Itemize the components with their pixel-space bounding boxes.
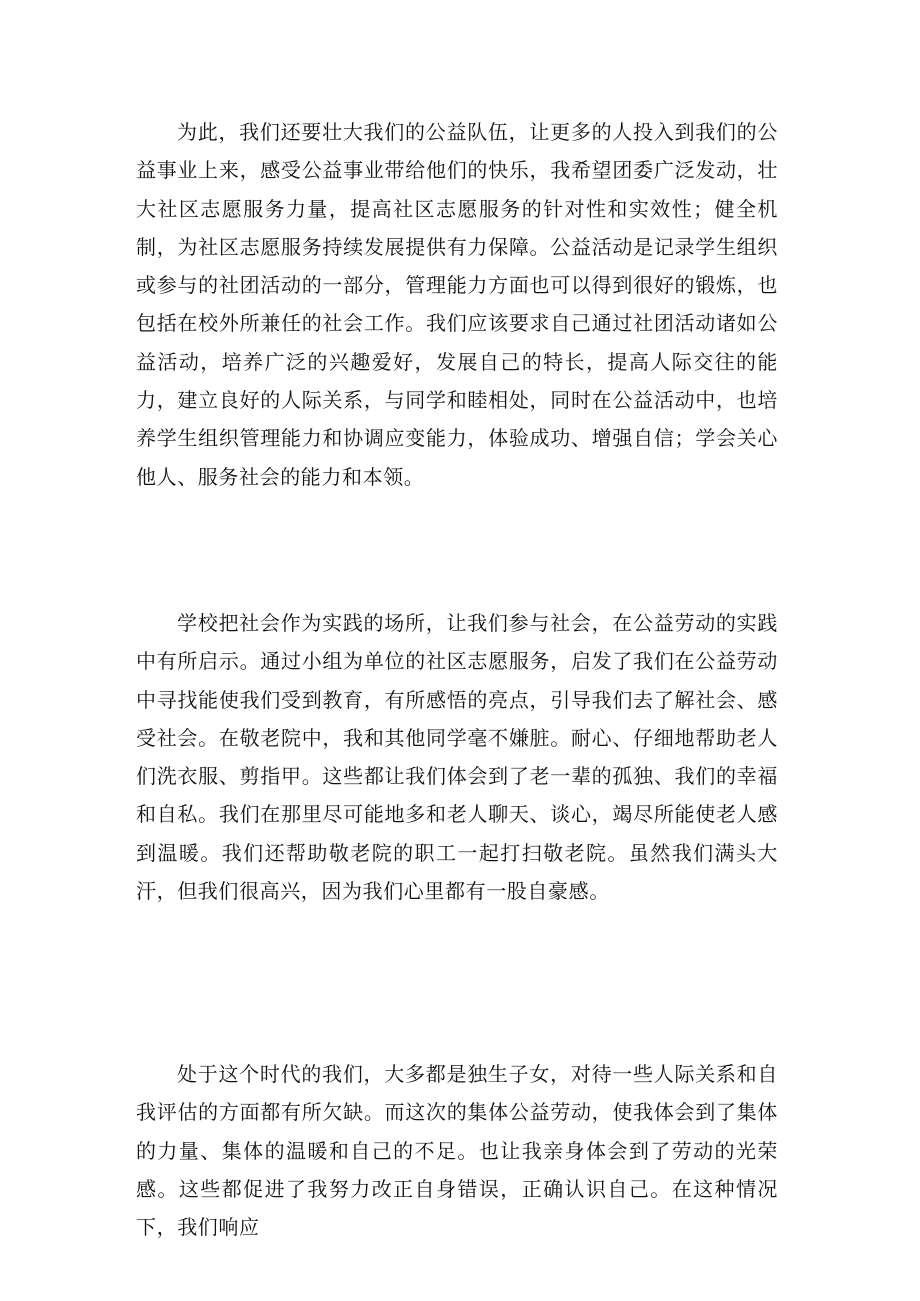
paragraph-2: 学校把社会作为实践的场所，让我们参与社会，在公益劳动的实践中有所启示。通过小组为单位的社区志愿服务，启发了我们在公益劳动中寻找能使我们受到教育，有所感悟的亮点，引导我们去了解社会、感受社会。在敬老院中，我和其他同学毫不嫌脏。耐心、仔细地帮助老人们洗衣服、剪指甲。这些都让我们体会到了老一辈的孤独、我们的幸福和自私。我们在那里尽可能地多和老人聊天、谈心，竭尽所能使老人感到温暖。我们还帮助敬老院的职工一起打扫敬老院。虽然我们满头大汗，但我们很高兴，因为我们心里都有一股自豪感。 — [136, 611, 778, 904]
paragraph-3: 处于这个时代的我们，大多都是独生子女，对待一些人际关系和自我评估的方面都有所欠缺。而这次的集体公益劳动，使我体会到了集体的力量、集体的温暖和自己的不足。也让我亲身体会到了劳动的光荣感。这些都促进了我努力改正自身错误，正确认识自己。在这种情况下，我们响应 — [136, 1062, 778, 1240]
paragraph-1: 为此，我们还要壮大我们的公益队伍，让更多的人投入到我们的公益事业上来，感受公益事业带给他们的快乐，我希望团委广泛发动，壮大社区志愿服务力量，提高社区志愿服务的针对性和实效性；健全机制，为社区志愿服务持续发展提供有力保障。公益活动是记录学生组织或参与的社团活动的一部分，管理能力方面也可以得到很好的锻炼，也包括在校外所兼任的社会工作。我们应该要求自己通过社团活动诸如公益活动，培养广泛的兴趣爱好，发展自己的特长，提高人际交往的能力，建立良好的人际关系，与同学和睦相处，同时在公益活动中，也培养学生组织管理能力和协调应变能力，体验成功、增强自信；学会关心他人、服务社会的能力和本领。 — [136, 120, 778, 489]
